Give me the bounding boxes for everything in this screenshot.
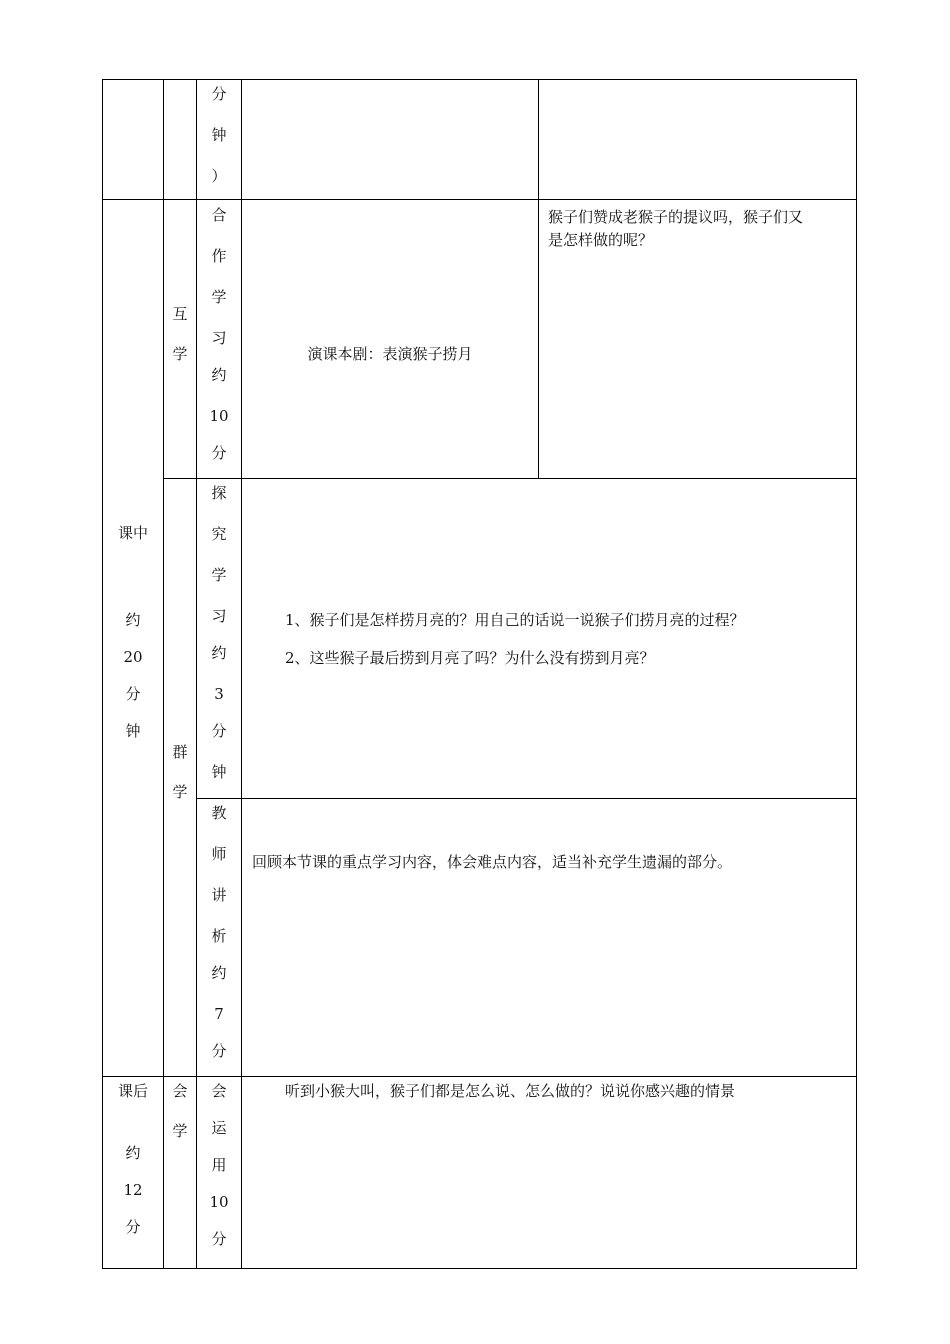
step-char: 约 xyxy=(211,964,227,982)
step-cell-continued xyxy=(197,84,241,186)
step-char: 钟 xyxy=(211,126,227,144)
step-char: 习 xyxy=(211,329,227,347)
stage-cell-in-class xyxy=(103,523,163,741)
explore-question-2: 2、这些猴子最后捞到月亮了吗？为什么没有捞到月亮？ xyxy=(285,649,655,667)
after-class-text: 听到小猴大叫，猴子们都是怎么说、怎么做的？说说你感兴趣的情景 xyxy=(285,1082,736,1100)
step-char: 分 xyxy=(211,1230,227,1248)
step-cell-apply xyxy=(197,1081,241,1249)
group-char: 学 xyxy=(172,1122,188,1140)
step-char: 约 xyxy=(211,366,227,384)
step-char: 讲 xyxy=(211,886,227,904)
activity-text: 演课本剧：表演猴子捞月 xyxy=(307,345,473,363)
step-char: 运 xyxy=(211,1119,227,1137)
step-char: 分 xyxy=(211,1042,227,1060)
question-text-line-1: 猴子们赞成老猴子的提议吗，猴子们又 xyxy=(548,208,804,226)
group-cell-qun xyxy=(164,742,196,802)
row-divider-2 xyxy=(163,478,857,479)
stage-label: 课后 xyxy=(117,1082,148,1100)
group-cell-hui xyxy=(164,1081,196,1141)
teacher-analysis-text: 回顾本节课的重点学习内容，体会难点内容，适当补充学生遗漏的部分。 xyxy=(252,853,733,871)
step-char: ） xyxy=(211,167,227,185)
step-char: 分 xyxy=(211,85,227,103)
step-char: 教 xyxy=(211,804,227,822)
stage-char: 约 xyxy=(125,611,141,629)
row-divider-4 xyxy=(102,1076,857,1077)
question-text-line-2: 是怎样做的呢？ xyxy=(548,231,654,249)
step-char: 用 xyxy=(211,1156,227,1174)
step-char: 学 xyxy=(211,288,227,306)
step-char: 10 xyxy=(209,1193,229,1211)
step-char: 3 xyxy=(214,685,224,703)
group-cell-hu xyxy=(164,304,196,364)
stage-char: 分 xyxy=(125,685,141,703)
col-divider-activity xyxy=(538,79,539,479)
step-char: 约 xyxy=(211,644,227,662)
step-char: 析 xyxy=(211,927,227,945)
step-cell-explore xyxy=(197,483,241,782)
col-divider-step xyxy=(241,79,242,1269)
table-border-right xyxy=(856,79,857,1269)
stage-char: 20 xyxy=(123,648,143,666)
stage-char: 12 xyxy=(123,1181,143,1199)
step-char: 会 xyxy=(211,1082,227,1100)
step-cell-cooperative xyxy=(197,205,241,463)
explore-question-1: 1、猴子们是怎样捞月亮的？用自己的话说一说猴子们捞月亮的过程？ xyxy=(285,611,745,629)
step-char: 究 xyxy=(211,525,227,543)
step-char: 学 xyxy=(211,566,227,584)
row-divider-3 xyxy=(196,798,857,799)
group-char: 学 xyxy=(172,783,188,801)
group-char: 互 xyxy=(172,305,188,323)
step-char: 分 xyxy=(211,722,227,740)
stage-label: 课中 xyxy=(117,524,148,542)
step-char: 师 xyxy=(211,845,227,863)
step-char: 分 xyxy=(211,444,227,462)
table-border-top xyxy=(102,79,857,80)
step-char: 钟 xyxy=(211,763,227,781)
step-char: 作 xyxy=(211,247,227,265)
step-char: 合 xyxy=(211,206,227,224)
group-char: 群 xyxy=(172,743,188,761)
step-char: 7 xyxy=(214,1005,224,1023)
step-char: 习 xyxy=(211,607,227,625)
stage-cell-after-class xyxy=(103,1081,163,1237)
step-char: 探 xyxy=(211,484,227,502)
group-char: 会 xyxy=(172,1082,188,1100)
step-char: 10 xyxy=(209,407,229,425)
group-char: 学 xyxy=(172,345,188,363)
stage-char: 钟 xyxy=(125,722,141,740)
step-cell-teacher-analysis xyxy=(197,803,241,1061)
stage-char: 约 xyxy=(125,1144,141,1162)
stage-char: 分 xyxy=(125,1218,141,1236)
row-divider-1 xyxy=(102,199,857,200)
table-border-bottom xyxy=(102,1268,857,1269)
